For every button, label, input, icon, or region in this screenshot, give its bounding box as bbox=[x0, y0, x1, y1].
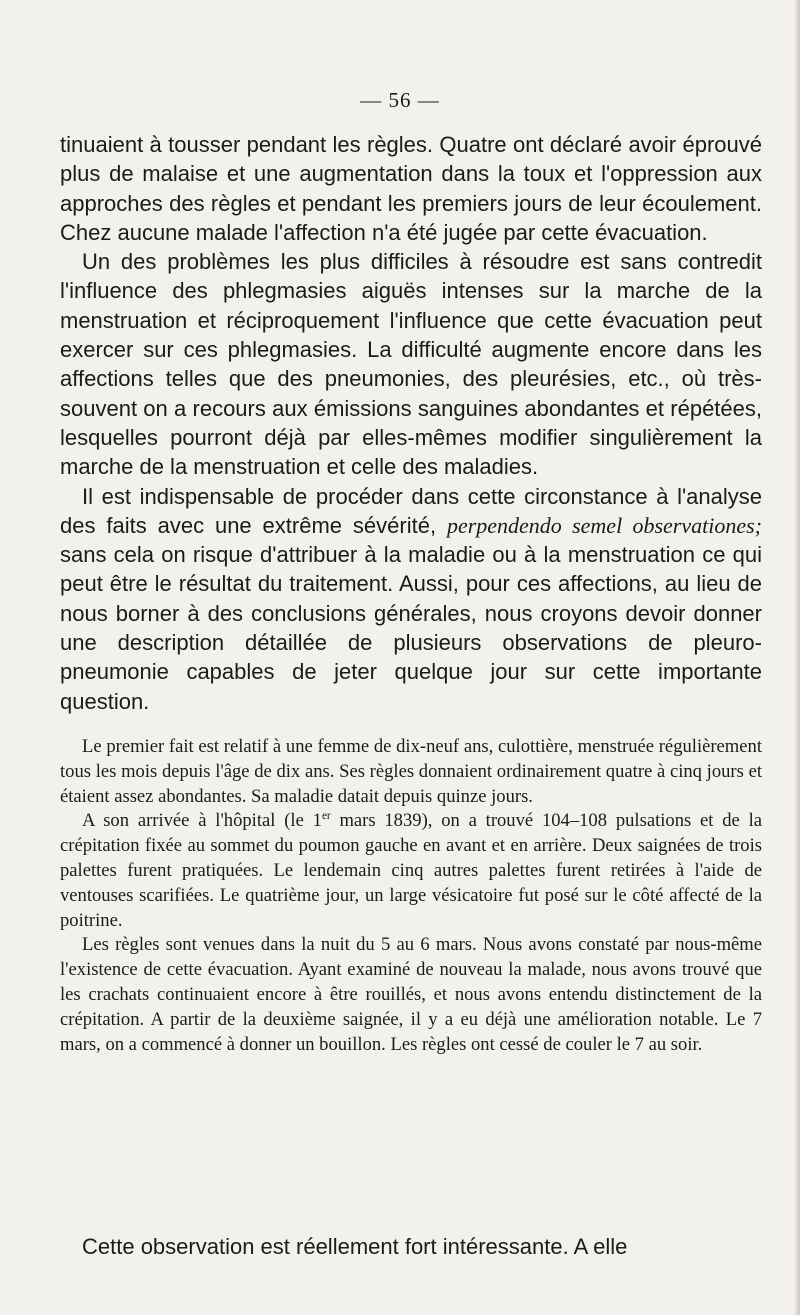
analysis-text-start: Il est indispensable de procéder dans cette circonstance à l'analyse des faits avec une extrême sévérité, bbox=[60, 483, 762, 538]
page-number: — 56 — bbox=[360, 88, 440, 112]
analysis-text-end: sans cela on risque d'attribuer à la maladie ou à la menstruation ce qui peut être le résultat du traitement. Aussi, pour ces affections, au lieu de nous borner à des conclusions générales, nous croyons devoir donner une description détaillée de plusieurs observations de pleuro-pneumonie capables de jeter quelque jour sur cette importante question. bbox=[60, 542, 762, 714]
closing-line: Cette observation est réellement fort intéressante. A elle bbox=[82, 1234, 628, 1259]
obs2-superscript: er bbox=[321, 810, 331, 823]
latin-quote: perpendendo semel observationes; bbox=[446, 512, 762, 538]
paragraph-analysis bbox=[60, 482, 762, 716]
main-text bbox=[60, 130, 762, 716]
observation-paragraph-1: Le premier fait est relatif à une femme de dix-neuf ans, culottière, menstruée régulièrement tous les mois depuis l'âge de dix ans. Ses règles donnaient ordinairement quatre à cinq jours et étaient assez abondantes. Sa maladie datait depuis quinze jours. bbox=[60, 736, 762, 807]
observation-paragraph-3: Les règles sont venues dans la nuit du 5 au 6 mars. Nous avons constaté par nous-même l'existence de cette évacuation. Ayant examiné de nouveau la malade, nous avons trouvé que les crachats continuaient encore à être rouillés, et nous avons entendu distinctement de la crépitation. A partir de la deuxième saignée, il y a eu déjà une amélioration notable. Le 7 mars, on a commencé à donner un bouillon. Les règles ont cessé de couler le 7 au soir. bbox=[60, 934, 762, 1055]
page-edge-shadow bbox=[794, 0, 800, 1315]
closing-text bbox=[60, 1232, 762, 1261]
observation-paragraph-2 bbox=[60, 809, 762, 933]
paragraph-continuation: tinuaient à tousser pendant les règles. Quatre ont déclaré avoir éprouvé plus de malaise et une augmentation dans la toux et l'oppression aux approches des règles et pendant les premiers jours de leur écoulement. Chez aucune malade l'affection n'a été jugée par cette évacuation. bbox=[60, 132, 762, 245]
obs2-start: A son arrivée à l'hôpital (le 1 bbox=[82, 810, 322, 832]
observation-text bbox=[60, 735, 762, 1057]
obs2-end: mars 1839), on a trouvé 104–108 pulsations et de la crépitation fixée au sommet du poumon gauche en avant et en arrière. Deux saignées de trois palettes furent pratiquées. Le lendemain cinq autres palettes furent retirées à l'aide de ventouses scarifiées. Le quatrième jour, un large vésicatoire fut posé sur le côté affecté de la poitrine. bbox=[60, 810, 763, 931]
paragraph-problems: Un des problèmes les plus difficiles à résoudre est sans contredit l'influence des phlegmasies aiguës intenses sur la marche de la menstruation et réciproquement l'influence que cette évacuation peut exercer sur ces phlegmasies. La difficulté augmente encore dans les affections telles que des pneumonies, des pleurésies, etc., où très-souvent on a recours aux émissions sanguines abondantes et répétées, lesquelles pourront déjà par elles-mêmes modifier singulièrement la marche de la menstruation et celle des maladies. bbox=[60, 249, 762, 480]
